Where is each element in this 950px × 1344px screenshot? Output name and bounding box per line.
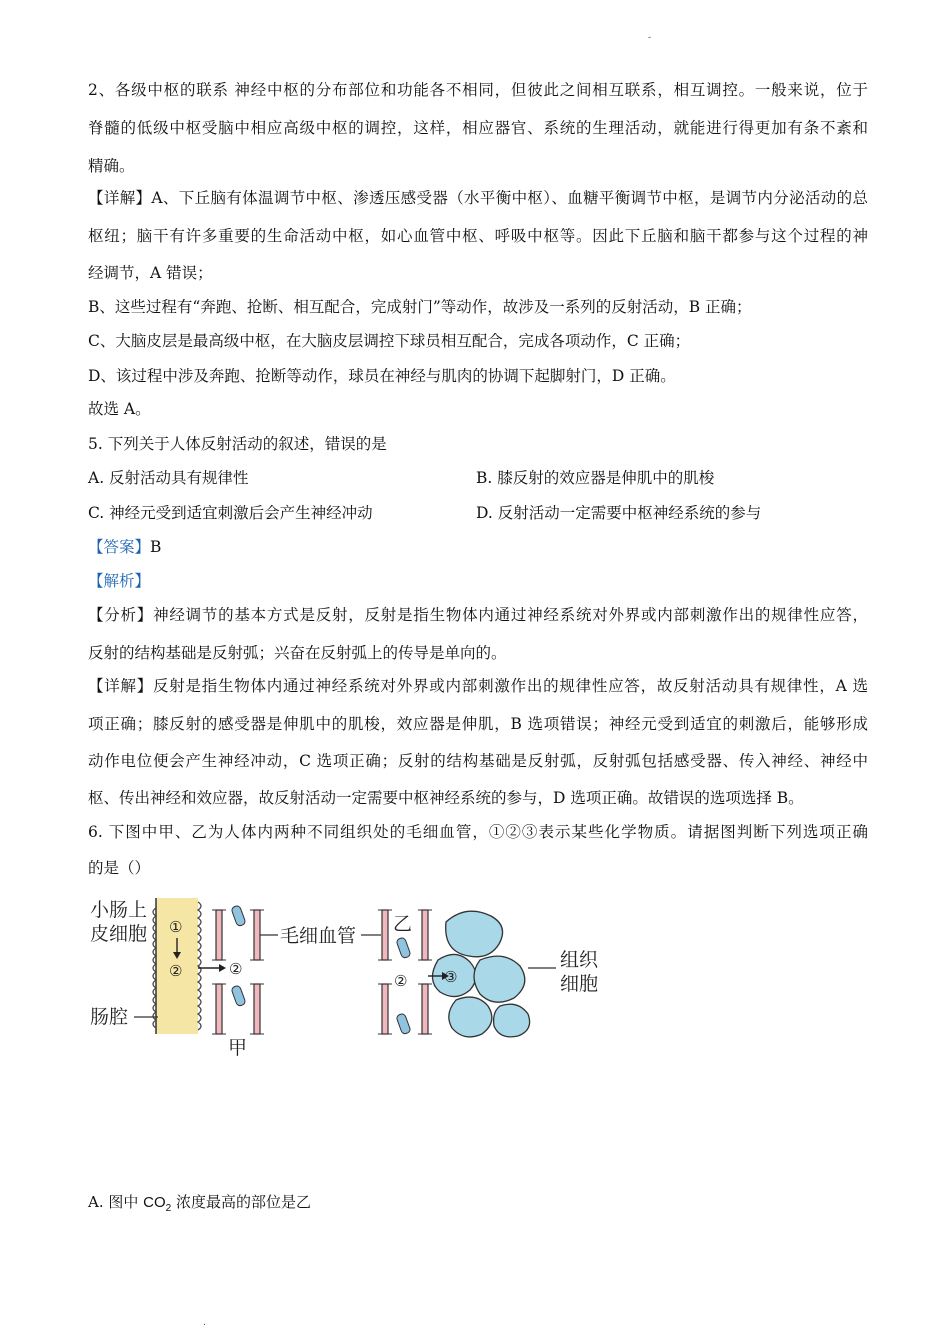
q6-option-a (88, 1192, 868, 1219)
q5-detail-line4: 枢、传出神经和效应器，故反射活动一定需要中枢神经系统的参与，D 选项正确。故错误的选项选择 B。 (88, 789, 804, 807)
mark-1: ① (169, 918, 183, 936)
mark-2-jia: ② (229, 960, 243, 978)
q6-option-a-co: CO (143, 1194, 166, 1211)
analysis-tag: 【解析】 (88, 572, 151, 590)
q5-detail-line3: 动作电位便会产生神经冲动，C 选项正确；反射的结构基础是反射弧，反射弧包括感受器、传入神经、神经中 (88, 752, 868, 770)
answer-tag: 【答案】 (88, 538, 151, 556)
q5-option-a: A. 反射活动具有规律性 (88, 469, 249, 487)
q5-analysis-heading (88, 571, 868, 591)
mark-2-yi: ② (394, 972, 408, 990)
q5-option-d: D. 反射活动一定需要中枢神经系统的参与 (476, 504, 762, 522)
para2-line1: 2、各级中枢的联系 神经中枢的分布部位和功能各不相同，但彼此之间相互联系，相互调控。一般来说，位于 (88, 81, 868, 99)
q4-conclusion: 故选 A。 (88, 400, 151, 418)
arrow-head-2 (219, 964, 226, 972)
fenxi-tag: 【分析】 (88, 606, 154, 624)
para2-line3: 精确。 (88, 157, 135, 175)
header-mark: - (648, 33, 652, 43)
label-tissue-1: 组织 (560, 949, 599, 971)
label-lumen: 肠腔 (90, 1006, 129, 1028)
q4-detail-line2: 枢纽；脑干有许多重要的生命活动中枢，如心血管中枢、呼吸中枢等。因此下丘脑和脑干都参与这个过程的神 (88, 227, 868, 245)
q4-detail-tag: 【详解】 (88, 189, 152, 207)
label-capillary: 毛细血管 (280, 925, 357, 947)
q5-answer (88, 537, 868, 557)
q4-option-b-explain: B、这些过程有“奔跑、抢断、相互配合，完成射门”等动作，故涉及一系列的反射活动，B 正确； (88, 298, 752, 316)
label-jia: 甲 (228, 1037, 248, 1058)
q4-detail-line1 (88, 188, 868, 208)
q4-detail-line3: 经调节，A 错误； (88, 264, 213, 282)
footer-mark: . (203, 1318, 206, 1328)
q5-fenxi-line1 (88, 605, 868, 625)
q4-detail-text1: A、下丘脑有体温调节中枢、渗透压感受器（水平衡中枢）、血糖平衡调节中枢，是调节内分泌活动的总 (151, 189, 868, 207)
q5-option-c: C. 神经元受到适宜刺激后会产生神经冲动 (88, 504, 373, 522)
q4-option-c-explain: C、大脑皮层是最高级中枢，在大脑皮层调控下球员相互配合，完成各项动作，C 正确； (88, 332, 691, 350)
label-epithelium-1: 小肠上 (90, 899, 148, 921)
answer-value: B (150, 538, 162, 556)
label-yi: 乙 (393, 913, 413, 935)
q5-detail-text1: 反射是指生物体内通过神经系统对外界或内部刺激作出的规律性应答，故反射活动具有规律性，A 选 (153, 677, 868, 695)
q5-detail-line1 (88, 676, 868, 696)
q5-option-b: B. 膝反射的效应器是伸肌中的肌梭 (476, 469, 715, 487)
label-tissue-2: 细胞 (560, 973, 599, 995)
capillary-diagram (88, 888, 608, 1058)
q5-stem: 5. 下列关于人体反射活动的叙述，错误的是 (88, 435, 387, 453)
label-epithelium-2: 皮细胞 (90, 923, 148, 945)
q4-option-d-explain: D、该过程中涉及奔跑、抢断等动作，球员在神经与肌肉的协调下起脚射门，D 正确。 (88, 367, 676, 385)
mark-2-epithelium: ② (169, 962, 183, 980)
q6-option-a-pre: A. 图中 (88, 1193, 144, 1211)
para2-line2: 脊髓的低级中枢受脑中相应高级中枢的调控，这样，相应器官、系统的生理活动，就能进行得更加有条不紊和 (88, 119, 868, 137)
q6-stem-line2: 的是（） (88, 859, 151, 877)
q6-option-a-sub: 2 (165, 1203, 172, 1214)
q6-option-a-post: 浓度最高的部位是乙 (171, 1193, 311, 1211)
fenxi-text1: 神经调节的基本方式是反射，反射是指生物体内通过神经系统对外界或内部刺激作出的规律性应答， (153, 606, 868, 624)
q5-detail-tag: 【详解】 (88, 677, 154, 695)
q5-fenxi-line2: 反射的结构基础是反射弧；兴奋在反射弧上的传导是单向的。 (88, 644, 507, 662)
mark-3: ③ (444, 968, 458, 986)
q6-stem-line1: 6. 下图中甲、乙为人体内两种不同组织处的毛细血管，①②③表示某些化学物质。请据图判断下列选项正确 (88, 823, 868, 841)
q5-detail-line2: 项正确；膝反射的感受器是伸肌中的肌梭，效应器是伸肌，B 选项错误；神经元受到适宜的刺激后，能够形成 (88, 715, 868, 733)
